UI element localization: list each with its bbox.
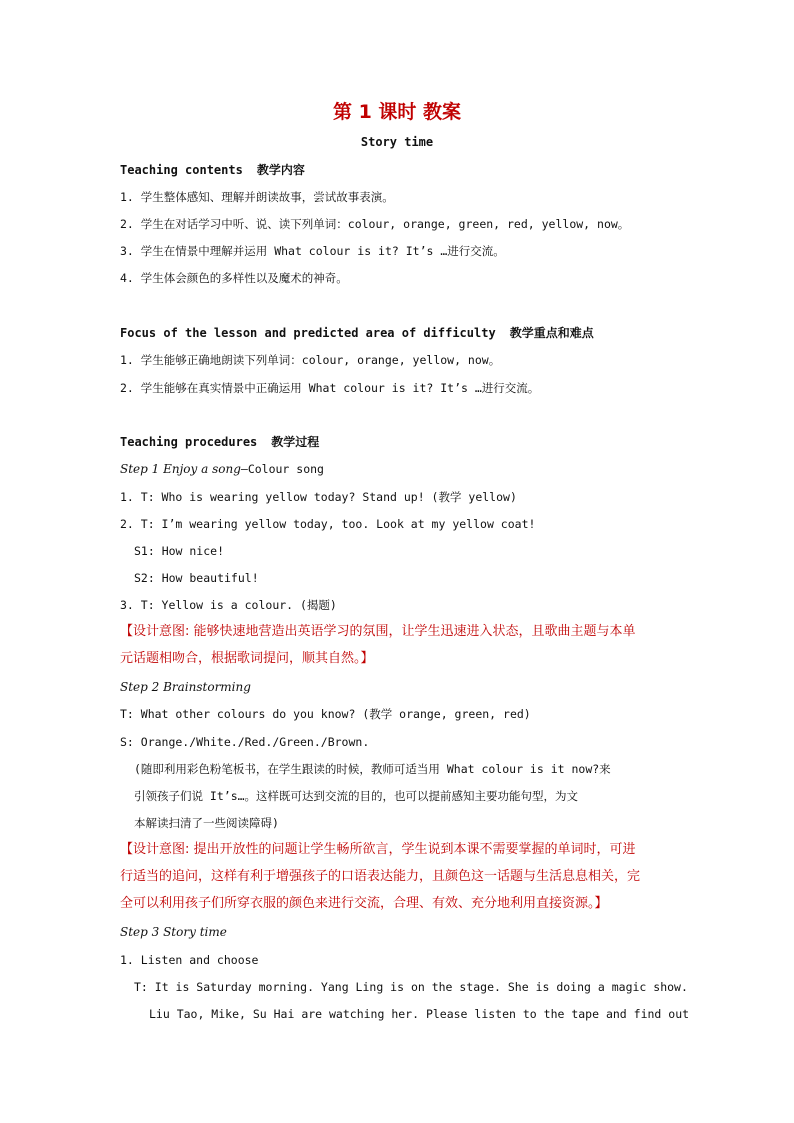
heading-en: Focus of the lesson and predicted area of difficulty [120,326,496,340]
dialogue-line: S: Orange./White./Red./Green./Brown. [120,735,370,749]
list-item: 2. 学生能够在真实情景中正确运用 What colour is it? It’s …进行交流。 [120,381,540,395]
dialogue-line: S2: How beautiful! [134,571,259,585]
step-1-title [120,461,324,477]
teacher-note: 本解读扫清了一些阅读障碍) [134,816,279,830]
design-intent-2: 【设计意图: 提出开放性的问题让学生畅所欲言，学生说到本课不需要掌握的单词时，可进 [120,842,636,857]
step-2-title: Step 2 Brainstorming [120,680,251,694]
dialogue-line: T: It is Saturday morning. Yang Ling is on the stage. She is doing a magic show. [134,980,688,994]
heading-zh: 教学重点和难点 [509,326,594,340]
design-intent-1: 元话题相吻合，根据歌词提问，顺其自然。】 [120,651,374,666]
design-intent-2: 全可以利用孩子们所穿衣服的颜色来进行交流，合理、有效、充分地利用直接资源。】 [120,896,608,911]
dialogue-line: T: What other colours do you know? (教学 orange, green, red) [120,707,531,721]
dialogue-line: 3. T: Yellow is a colour. (揭题) [120,598,337,612]
step-1-label: Step 1 Enjoy a song [120,462,241,476]
dialogue-line: 2. T: I’m wearing yellow today, too. Look at my yellow coat! [120,517,536,531]
list-item: 1. 学生整体感知、理解并朗读故事，尝试故事表演。 [120,190,394,204]
heading-zh: 教学内容 [256,163,305,177]
teacher-note: (随即利用彩色粉笔板书，在学生跟读的时候，教师可适当用 What colour is it now?来 [134,762,611,776]
design-intent-2: 行适当的追问，这样有利于增强孩子的口语表达能力，且颜色这一话题与生活息息相关，完 [120,869,641,884]
list-item: 4. 学生体会颜色的多样性以及魔术的神奇。 [120,271,348,285]
step-3-title: Step 3 Story time [120,925,227,939]
dialogue-line: S1: How nice! [134,544,225,558]
section-heading-procedures [120,434,319,450]
document-subtitle: Story time [360,135,434,149]
section-heading-contents [120,162,305,178]
design-intent-1: 【设计意图: 能够快速地营造出英语学习的氛围，让学生迅速进入状态，且歌曲主题与本单 [120,624,636,639]
heading-en: Teaching contents [120,163,243,177]
step-1-subtitle: —Colour song [240,462,324,476]
dialogue-line: 1. T: Who is wearing yellow today? Stand up! (教学 yellow) [120,490,517,504]
dialogue-line: Liu Tao, Mike, Su Hai are watching her. Please listen to the tape and find out [149,1007,690,1021]
list-item: 1. 学生能够正确地朗读下列单词：colour, orange, yellow, now。 [120,353,501,367]
section-heading-focus [120,325,594,341]
teacher-note: 引领孩子们说 It’s…。这样既可达到交流的目的，也可以提前感知主要功能句型，为文 [134,789,579,803]
document-title: 第 1 课时 教案 [332,101,462,123]
heading-en: Teaching procedures [120,435,258,449]
heading-zh: 教学过程 [271,435,320,449]
list-item: 3. 学生在情景中理解并运用 What colour is it? It’s …进行交流。 [120,244,505,258]
dialogue-line: 1. Listen and choose [120,953,259,967]
list-item: 2. 学生在对话学习中听、说、读下列单词：colour, orange, green, red, yellow, now。 [120,217,630,231]
